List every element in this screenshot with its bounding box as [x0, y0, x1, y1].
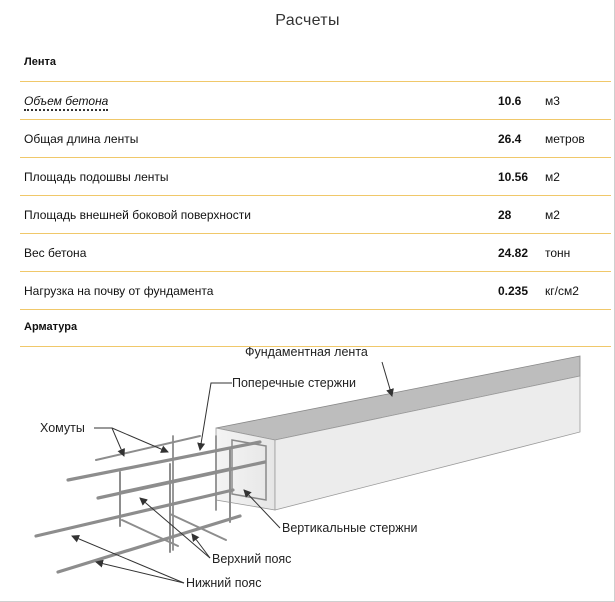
- result-value: 28: [498, 208, 512, 222]
- result-row-total-length: [20, 119, 611, 158]
- label-foundation-strip: Фундаментная лента: [245, 345, 368, 359]
- result-row-concrete-weight: [20, 233, 611, 272]
- result-unit: метров: [545, 132, 585, 146]
- section-heading-lenta: Лента: [24, 56, 56, 68]
- result-unit: м2: [545, 208, 560, 222]
- label-lower-belt-text: Нижний пояс: [186, 576, 262, 590]
- result-label: Общая длина ленты: [24, 132, 139, 146]
- result-row-concrete-volume: [20, 81, 611, 120]
- divider: [20, 309, 611, 310]
- result-label: Площадь подошвы ленты: [24, 170, 169, 184]
- result-value: 26.4: [498, 132, 522, 146]
- label-stirrups-text: Хомуты: [40, 421, 85, 435]
- result-unit: тонн: [545, 246, 571, 260]
- page-title: Расчеты: [275, 12, 340, 29]
- result-row-side-area: [20, 195, 611, 234]
- result-label: Нагрузка на почву от фундамента: [24, 284, 214, 298]
- label-upper-belt-text: Верхний пояс: [212, 552, 292, 566]
- result-label: Площадь внешней боковой поверхности: [24, 208, 251, 222]
- result-unit: м2: [545, 170, 560, 184]
- result-row-soil-load: [20, 271, 611, 310]
- rebar-diagram: [20, 340, 595, 595]
- result-label: Вес бетона: [24, 246, 87, 260]
- result-value: 10.56: [498, 170, 529, 184]
- result-label-link[interactable]: Объем бетона: [24, 94, 108, 111]
- result-unit: кг/см2: [545, 284, 579, 298]
- result-row-sole-area: [20, 157, 611, 196]
- result-value: 0.235: [498, 284, 529, 298]
- section-heading-armatura: Арматура: [24, 321, 78, 333]
- result-value: 10.6: [498, 94, 522, 108]
- label-cross-bars-text: Поперечные стержни: [232, 376, 356, 390]
- result-value: 24.82: [498, 246, 529, 260]
- result-unit: м3: [545, 94, 560, 108]
- label-stirrups: [40, 421, 168, 456]
- label-vertical-bars-text: Вертикальные стержни: [282, 521, 418, 535]
